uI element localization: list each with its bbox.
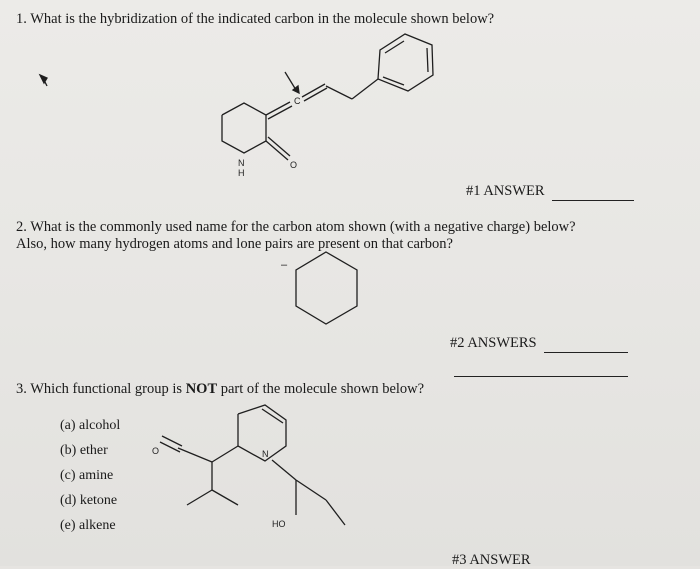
question-2-line-2: Also, how many hydrogen atoms and lone pairs are present on that carbon?	[16, 236, 453, 252]
question-3-text-pre: 3. Which functional group is	[16, 381, 186, 397]
answer-1-label: #1 ANSWER	[466, 183, 545, 199]
atom-label-ho: HO	[272, 519, 286, 529]
question-1: 1. What is the hybridization of the indicated carbon in the molecule shown below?	[16, 11, 495, 27]
atom-label-c: C	[294, 96, 301, 106]
answer-3-label: #3 ANSWER	[452, 552, 531, 568]
atom-label-n3: N	[262, 449, 269, 459]
answer-2-label: #2 ANSWERS	[450, 335, 537, 351]
molecule-2-ring	[296, 252, 357, 324]
atom-label-o3: O	[152, 446, 160, 456]
question-3	[16, 381, 424, 398]
atom-label-o: O	[290, 160, 298, 170]
option-d: (d) ketone	[60, 493, 118, 508]
option-c: (c) amine	[60, 468, 114, 483]
answer-2-blank-1[interactable]	[544, 352, 628, 353]
question-2-line-1: 2. What is the commonly used name for the carbon atom shown (with a negative charge) below?	[16, 219, 576, 235]
atom-label-h: H	[238, 168, 245, 178]
atom-label-n: N	[238, 158, 245, 168]
question-3-emphasis: NOT	[185, 381, 218, 397]
question-3-text-post: part of the molecule shown below?	[217, 381, 425, 397]
option-b: (b) ether	[60, 443, 108, 458]
option-e: (e) alkene	[60, 518, 116, 533]
negative-charge-label: –	[281, 259, 288, 271]
option-a: (a) alcohol	[60, 418, 121, 433]
answer-2-blank-2[interactable]	[454, 376, 628, 377]
cursor-arrow-icon	[40, 75, 47, 83]
answer-1-blank[interactable]	[552, 200, 634, 201]
